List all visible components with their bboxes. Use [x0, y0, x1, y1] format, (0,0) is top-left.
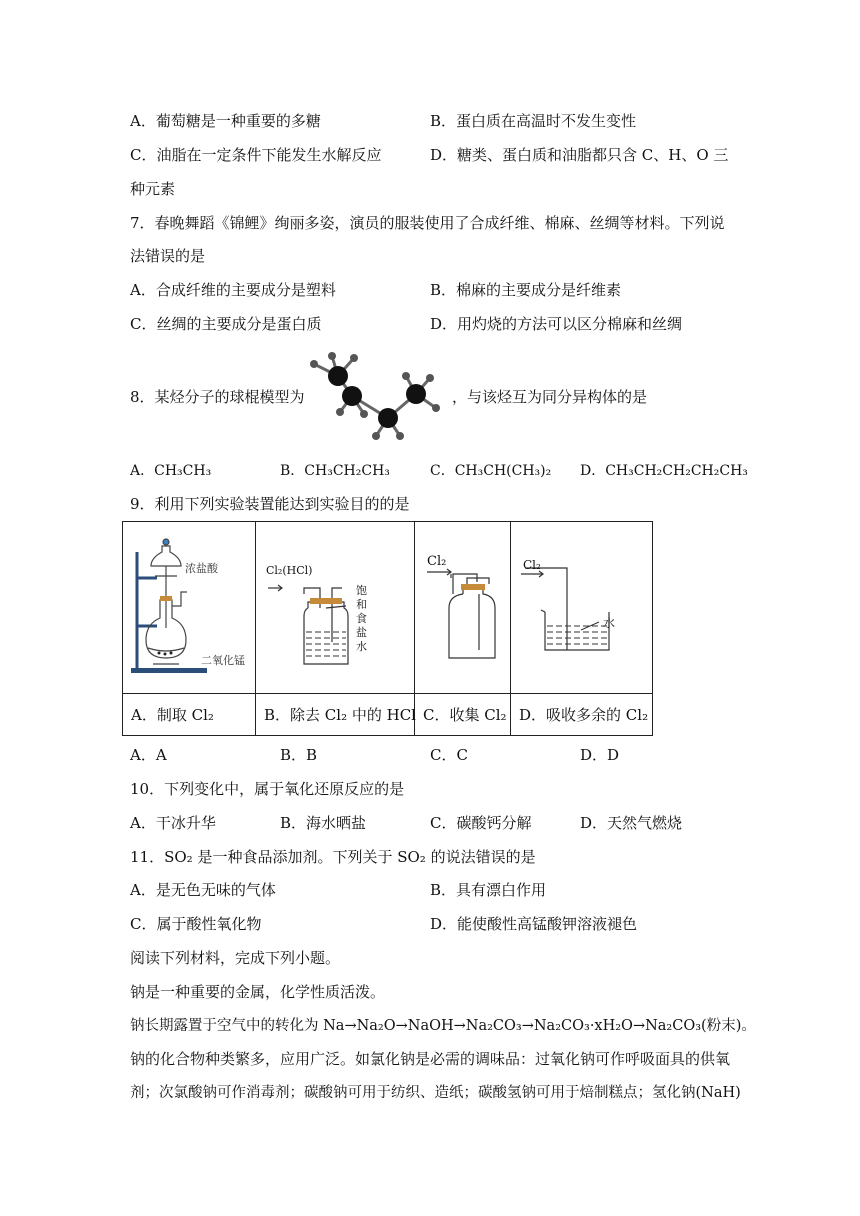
q10-option-a: A．干冰升华: [130, 814, 216, 832]
apparatus-cell-b: [256, 522, 415, 693]
q6-option-a: A．葡萄糖是一种重要的多糖: [130, 112, 321, 130]
q6-option-c: C．油脂在一定条件下能发生水解反应: [130, 146, 382, 164]
apparatus-cell-c: [415, 522, 511, 693]
material-paragraph-2: 钠长期露置于空气中的转化为 Na→Na₂O→NaOH→Na₂CO₃→Na₂CO₃·xH₂O→Na₂CO₃(粉末)。: [130, 1018, 756, 1034]
label-cl2-hcl: Cl₂(HCl): [266, 564, 313, 577]
q8-option-b: B．CH₃CH₂CH₃: [280, 463, 390, 479]
q8-option-c: C．CH₃CH(CH₃)₂: [430, 463, 552, 479]
apparatus-table: [122, 521, 653, 736]
q7-stem-line2: 法错误的是: [130, 247, 206, 265]
q9-option-d: D．D: [580, 746, 620, 764]
material-paragraph-3: 钠的化合物种类繁多，应用广泛。如氯化钠是必需的调味品：过氧化钠可作呼吸面具的供氧: [130, 1050, 731, 1068]
q11-option-d: D．能使酸性高锰酸钾溶液褪色: [430, 915, 638, 933]
q9-stem: 9．利用下列实验装置能达到实验目的的是: [130, 495, 410, 513]
q8-option-d: D．CH₃CH₂CH₂CH₂CH₃: [580, 463, 748, 479]
material-intro: 阅读下列材料，完成下列小题。: [130, 949, 341, 967]
label-conc-hcl: 浓盐酸: [185, 562, 218, 575]
q7-stem-line1: 7．春晚舞蹈《锦鲤》绚丽多姿，演员的服装使用了合成纤维、棉麻、丝绸等材料。下列说: [130, 214, 725, 232]
q8-stem-prefix: 8．某烃分子的球棍模型为: [130, 388, 305, 406]
q11-option-c: C．属于酸性氧化物: [130, 915, 262, 933]
q9-option-b: B．B: [280, 746, 318, 764]
caption-d: D．吸收多余的 Cl₂: [511, 693, 652, 736]
q8-stem-suffix: ，与该烃互为同分异构体的是: [452, 388, 648, 406]
q6-option-d: D．糖类、蛋白质和油脂都只含 C、H、O 三: [430, 146, 729, 164]
material-paragraph-1: 钠是一种重要的金属，化学性质活泼。: [130, 983, 386, 1001]
q11-option-b: B．具有漂白作用: [430, 881, 547, 899]
caption-a: A．制取 Cl₂: [123, 693, 256, 736]
q7-option-c: C．丝绸的主要成分是蛋白质: [130, 315, 322, 333]
q7-option-a: A．合成纤维的主要成分是塑料: [130, 281, 336, 299]
apparatus-cell-d: [511, 522, 652, 693]
q10-option-b: B．海水晒盐: [280, 814, 367, 832]
q7-option-b: B．棉麻的主要成分是纤维素: [430, 281, 622, 299]
q6-option-d-continued: 种元素: [130, 180, 176, 198]
label-cl2-d: Cl₂: [523, 558, 541, 572]
beaker-absorption-icon: [511, 522, 651, 692]
apparatus-cell-a: [123, 522, 256, 693]
q10-stem: 10．下列变化中，属于氧化还原反应的是: [130, 780, 405, 798]
q10-option-c: C．碳酸钙分解: [430, 814, 532, 832]
q9-option-c: C．C: [430, 746, 468, 764]
q8-option-a: A．CH₃CH₃: [130, 463, 212, 479]
wash-bottle-icon: [256, 522, 414, 692]
material-paragraph-4: 剂；次氯酸钠可作消毒剂；碳酸钠可用于纺织、造纸；碳酸氢钠可用于焙制糕点；氢化钠(NaH): [130, 1085, 741, 1101]
q11-option-a: A．是无色无味的气体: [130, 881, 276, 899]
label-mno2: 二氧化锰: [201, 654, 245, 667]
ball-and-stick-model-icon: [302, 348, 452, 443]
label-cl2-c: Cl₂: [427, 554, 447, 569]
label-water: 水: [603, 616, 616, 630]
q11-stem: 11．SO₂ 是一种食品添加剂。下列关于 SO₂ 的说法错误的是: [130, 848, 536, 866]
q9-option-a: A．A: [130, 746, 167, 764]
q6-option-b: B．蛋白质在高温时不发生变性: [430, 112, 637, 130]
gas-collection-bottle-icon: [415, 522, 510, 692]
caption-c: C．收集 Cl₂: [415, 693, 511, 736]
q10-option-d: D．天然气燃烧: [580, 814, 683, 832]
caption-b: B．除去 Cl₂ 中的 HCl: [256, 693, 415, 736]
q7-option-d: D．用灼烧的方法可以区分棉麻和丝绸: [430, 315, 683, 333]
label-sat-brine: 饱和食盐水: [356, 584, 367, 653]
